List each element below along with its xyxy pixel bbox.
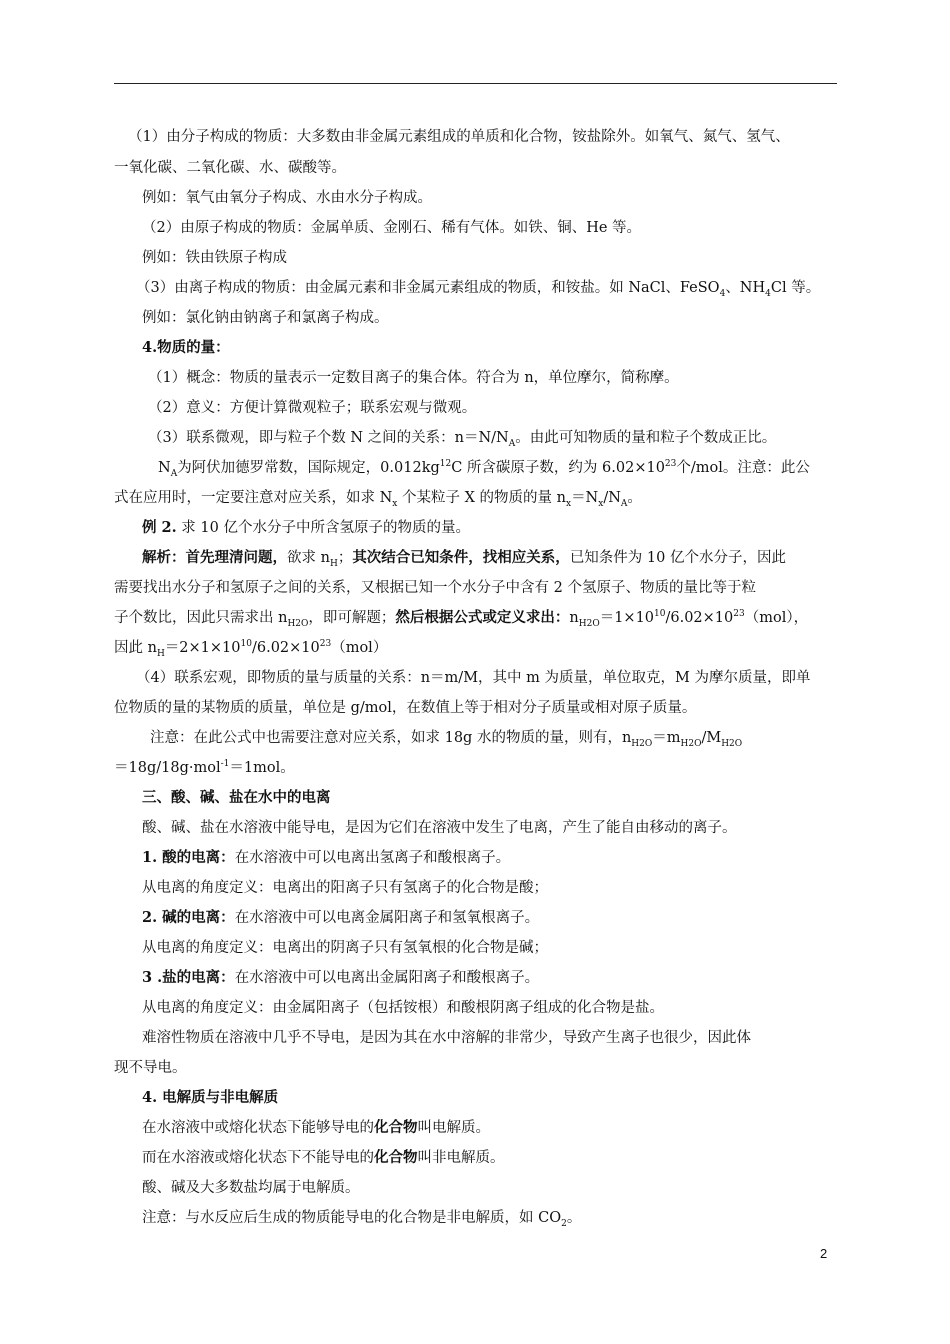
analysis-line-1: 解析：首先理清问题，欲求 $n_H$；其次结合已知条件，找相应关系，已知条件为 10 亿个水分子，因此 bbox=[142, 549, 786, 569]
example-oxygen: 例如：氧气由氧分子构成、水由水分子构成。 bbox=[142, 190, 432, 206]
salt-ionization: 3 .盐的电离：在水溶液中可以电离出金属阳离子和酸根离子。 bbox=[142, 969, 540, 986]
acid-definition: 从电离的角度定义：电离出的阳离子只有氢离子的化合物是酸； bbox=[142, 880, 548, 896]
electrolyte-definition: 在水溶液中或熔化状态下能够导电的化合物叫电解质。 bbox=[142, 1119, 490, 1136]
paragraph-ionic-substances: （3）由离子构成的物质：由金属元素和非金属元素组成的物质，和铵盐。如 NaCl、FeSO$_4$、$NH_4Cl$ 等。 bbox=[136, 280, 821, 299]
acid-ionization: 1. 酸的电离：在水溶液中可以电离出氢离子和酸根离子。 bbox=[142, 849, 511, 866]
insoluble-note: 难溶性物质在溶液中几乎不导电，是因为其在水中溶解的非常少，导致产生离子也很少，因此体 bbox=[142, 1030, 751, 1046]
electrolyte-examples: 酸、碱及大多数盐均属于电解质。 bbox=[142, 1180, 360, 1196]
base-definition: 从电离的角度定义：电离出的阴离子只有氢氧根的化合物是碱； bbox=[142, 940, 548, 956]
example-sodium-chloride: 例如：氯化钠由钠离子和氯离子构成。 bbox=[142, 310, 389, 326]
paragraph-ionization-intro: 酸、碱、盐在水溶液中能导电，是因为它们在溶液中发生了电离，产生了能自由移动的离子。 bbox=[142, 820, 737, 836]
item-macro-relation-cont: 位物质的量的某物质的质量，单位是 g/mol，在数值上等于相对分子质量或相对原子质量。 bbox=[114, 700, 697, 716]
item-macro-relation: （4）联系宏观，即物质的量与质量的关系：n＝m/M，其中 m 为质量，单位取克，M 为摩尔质量，即单 bbox=[136, 670, 811, 686]
analysis-line-3: 子个数比，因此只需求出 $n_{H2O}$，即可解题；然后根据公式或定义求出：$n_{H2O}=1\times 10^{10}/6.02\times 10^{23}(mol)$， bbox=[114, 609, 809, 629]
item-micro-relation: （3）联系微观，即与粒子个数 N 之间的关系：$n=N/N_A$。由此可知物质的量和粒子个数成正比。 bbox=[148, 430, 777, 449]
heading-amount-of-substance: 4.物质的量： bbox=[142, 339, 230, 356]
note-water-example: 注意：在此公式中也需要注意对应关系，如求 18g 水的物质的量，则有，$n_{H2O}=m_{H2O}/M_{H2O}$ bbox=[150, 730, 743, 749]
analysis-line-4: 因此 $n_H=2\times 1\times 10^{10}/6.02\times 10^{23}(mol)$ bbox=[114, 639, 388, 659]
paragraph-atomic-substances: （2）由原子构成的物质：金属单质、金刚石、稀有气体。如铁、铜、He 等。 bbox=[142, 220, 642, 236]
note-water-example-cont: ＝18g/18g·mol$^{-1}$＝1mol。 bbox=[114, 759, 295, 776]
avogadro-note: $N_A$为阿伏加德罗常数，国际规定，$0.012kg^{12}C$ 所含碳原子数，约为 $6.02\times 10^{23}$个/mol。注意：此公 bbox=[158, 459, 810, 479]
insoluble-note-cont: 现不导电。 bbox=[114, 1060, 187, 1076]
heading-electrolytes: 4. 电解质与非电解质 bbox=[142, 1089, 279, 1106]
paragraph-molecular-substances: （1）由分子构成的物质：大多数由非金属元素组成的单质和化合物，铵盐除外。如氧气、氮气、氢气、 bbox=[128, 129, 790, 145]
electrolyte-note: 注意：与水反应后生成的物质能导电的化合物是非电解质，如 $CO_2$。 bbox=[142, 1210, 582, 1229]
paragraph-molecular-substances-cont: 一氧化碳、二氧化碳、水、碳酸等。 bbox=[114, 160, 346, 176]
nonelectrolyte-definition: 而在水溶液或熔化状态下不能导电的化合物叫非电解质。 bbox=[142, 1149, 505, 1166]
avogadro-note-cont: 式在应用时，一定要注意对应关系，如求 $N_x$ 个某粒子 X 的物质的量 $n_x=N_x/N_A$。 bbox=[114, 490, 642, 509]
analysis-line-2: 需要找出水分子和氢原子之间的关系，又根据已知一个水分子中含有 2 个氢原子、物质的量比等于粒 bbox=[114, 580, 756, 596]
item-meaning: （2）意义：方便计算微观粒子；联系宏观与微观。 bbox=[148, 400, 477, 416]
base-ionization: 2. 碱的电离：在水溶液中可以电离金属阳离子和氢氧根离子。 bbox=[142, 909, 540, 926]
heading-ionization: 三、酸、碱、盐在水中的电离 bbox=[142, 789, 331, 806]
page-number: 2 bbox=[820, 1246, 828, 1261]
header-rule bbox=[114, 83, 837, 84]
item-concept: （1）概念：物质的量表示一定数目离子的集合体。符合为 n，单位摩尔，简称摩。 bbox=[148, 370, 679, 386]
example-2: 例 2. 求 10 亿个水分子中所含氢原子的物质的量。 bbox=[142, 519, 470, 536]
example-iron: 例如：铁由铁原子构成 bbox=[142, 250, 287, 266]
salt-definition: 从电离的角度定义：由金属阳离子（包括铵根）和酸根阴离子组成的化合物是盐。 bbox=[142, 1000, 664, 1016]
